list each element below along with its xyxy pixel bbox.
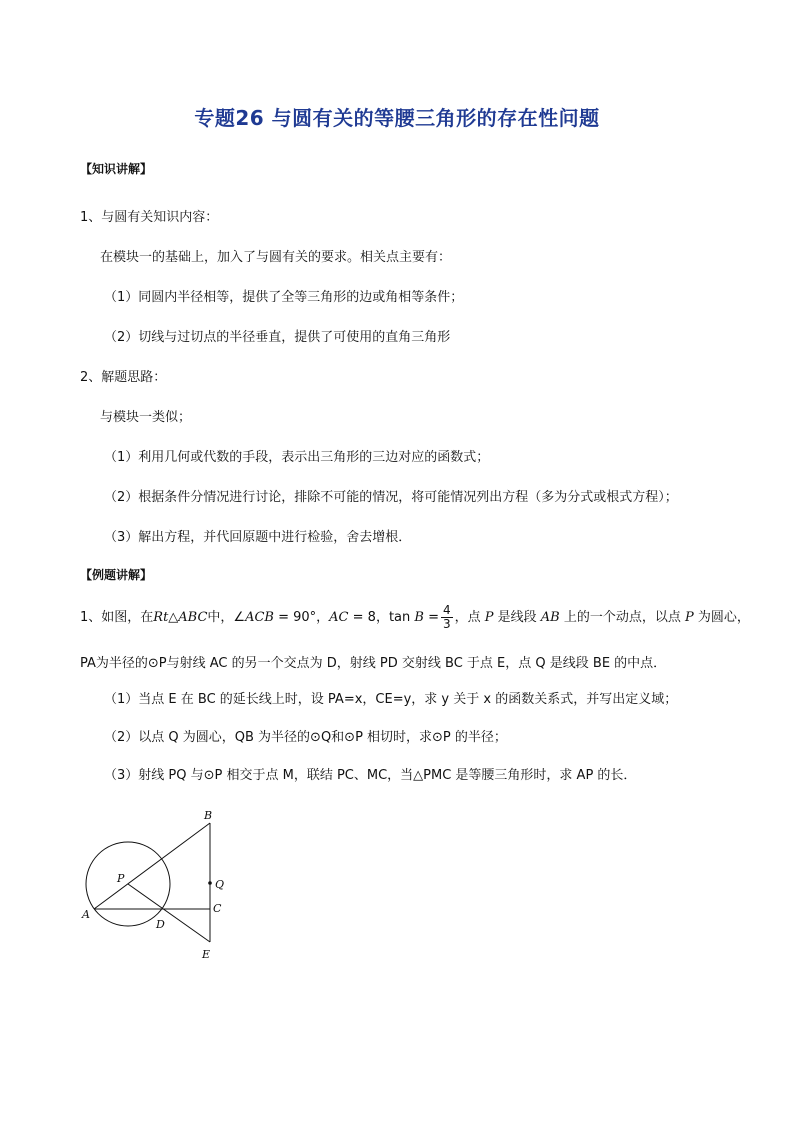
q1-rt: Rt△ABC bbox=[153, 610, 208, 625]
q1-text-h: 上的一个动点，以点 bbox=[559, 610, 685, 625]
p1-item1: （1）同圆内半径相等，提供了全等三角形的边或角相等条件； bbox=[104, 290, 464, 305]
p2-item2: （2）根据条件分情况进行讨论，排除不可能的情况，将可能情况列出方程（多为分式或根式方程）； bbox=[104, 490, 678, 505]
q1-text-e: = bbox=[423, 610, 439, 625]
p1-heading: 1、与圆有关知识内容： bbox=[80, 210, 219, 225]
q1-p2: P bbox=[685, 610, 694, 625]
q1-text-i: 为圆心， bbox=[693, 610, 750, 625]
p2-intro: 与模块一类似； bbox=[100, 410, 192, 425]
question-1-line2: PA为半径的⊙P与射线 AC 的另一个交点为 D，射线 PD 交射线 BC 于点 E，点 Q 是线段 BE 的中点． bbox=[80, 656, 667, 671]
fraction bbox=[441, 604, 453, 631]
p1-intro: 在模块一的基础上，加入了与圆有关的要求。相关点主要有： bbox=[100, 250, 452, 265]
sub-question-1: （1）当点 E 在 BC 的延长线上时，设 PA=x，CE=y，求 y 关于 x 的函数关系式，并写出定义域； bbox=[104, 692, 678, 707]
label-d: D bbox=[156, 918, 165, 931]
q1-b: B bbox=[414, 610, 424, 625]
q1-text-d: = 8，tan bbox=[348, 610, 415, 625]
q1-text-a: 1、如图，在 bbox=[80, 610, 154, 625]
point-q bbox=[208, 881, 212, 885]
label-p: P bbox=[117, 872, 125, 885]
q1-acb: ACB bbox=[245, 610, 274, 625]
label-c: C bbox=[213, 902, 222, 915]
p2-heading: 2、解题思路： bbox=[80, 370, 167, 385]
q1-text-f: ，点 bbox=[454, 610, 485, 625]
sub-question-2: （2）以点 Q 为圆心，QB 为半径的⊙Q和⊙P 相切时，求⊙P 的半径； bbox=[104, 730, 507, 745]
q1-ab: AB bbox=[540, 610, 560, 625]
q1-text-c: = 90°， bbox=[273, 610, 330, 625]
p1-item2: （2）切线与过切点的半径垂直，提供了可使用的直角三角形 bbox=[104, 330, 451, 345]
sub-question-3: （3）射线 PQ 与⊙P 相交于点 M，联结 PC、MC，当△PMC 是等腰三角形时，求 AP 的长． bbox=[104, 768, 637, 783]
q1-text-g: 是线段 bbox=[493, 610, 541, 625]
label-b: B bbox=[204, 809, 213, 822]
geometry-figure bbox=[70, 800, 250, 970]
q1-ac: AC bbox=[329, 610, 349, 625]
fraction-numerator: 4 bbox=[442, 603, 451, 617]
p2-item3: （3）解出方程，并代回原题中进行检验，舍去增根． bbox=[104, 530, 412, 545]
label-a: A bbox=[82, 908, 90, 921]
p2-item1: （1）利用几何或代数的手段，表示出三角形的三边对应的函数式； bbox=[104, 450, 490, 465]
label-e: E bbox=[202, 948, 211, 961]
question-1-line1 bbox=[80, 604, 750, 631]
label-q: Q bbox=[215, 878, 225, 891]
example-header: 【例题讲解】 bbox=[80, 568, 153, 582]
page-title: 专题26 与圆有关的等腰三角形的存在性问题 bbox=[194, 106, 600, 130]
segment-ab bbox=[94, 823, 210, 909]
knowledge-header: 【知识讲解】 bbox=[80, 162, 153, 176]
q1-p: P bbox=[484, 610, 494, 625]
fraction-denominator: 3 bbox=[442, 617, 451, 631]
q1-text-b: 中，∠ bbox=[207, 610, 246, 625]
